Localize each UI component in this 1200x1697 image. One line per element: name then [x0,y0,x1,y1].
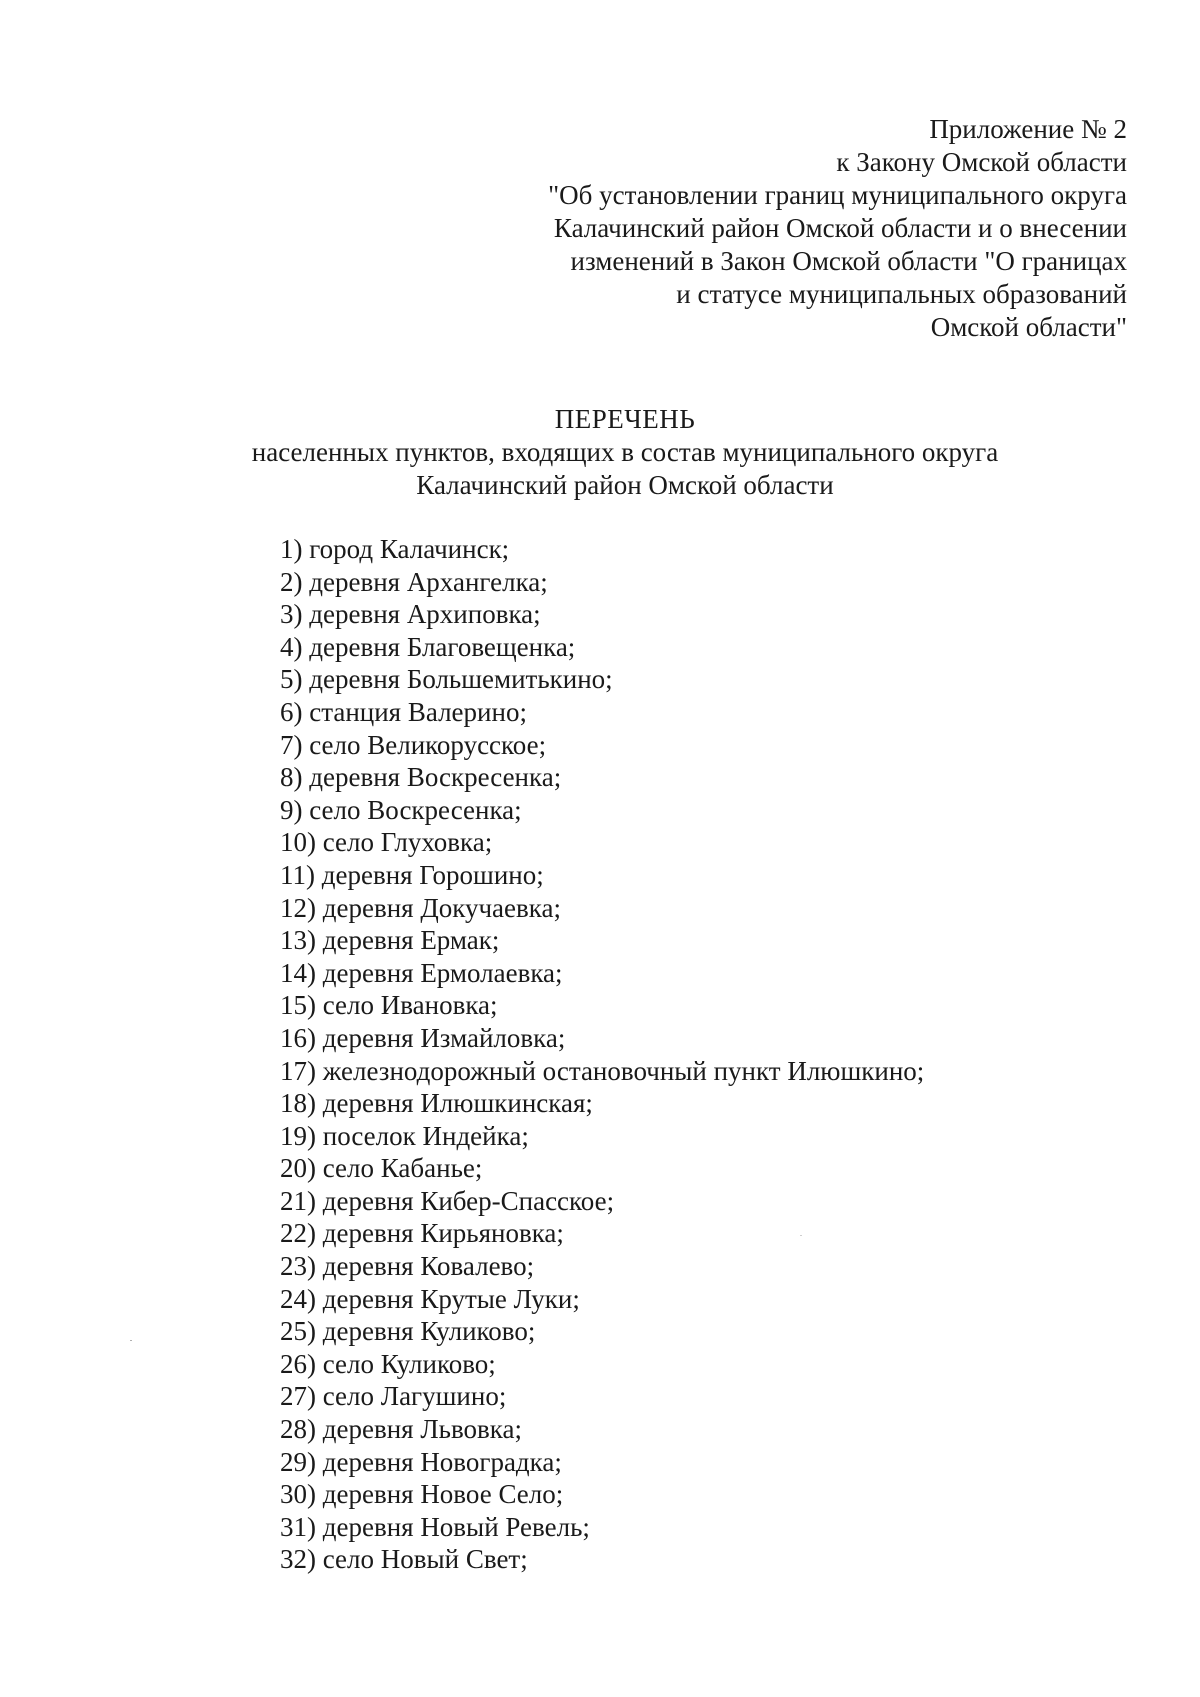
appendix-law-title-line-3: изменений в Закон Омской области "О границах [570,246,1127,276]
list-item: 7) село Великорусское; [280,729,547,760]
appendix-law-ref: к Закону Омской области [836,147,1127,177]
list-item: 2) деревня Архангелка; [280,566,548,597]
list-item: 27) село Лагушино; [280,1381,507,1412]
list-item: 6) станция Валерино; [280,696,527,727]
list-item: 30) деревня Новое Село; [280,1479,564,1510]
list-item: 22) деревня Кирьяновка; [280,1218,564,1249]
title-block [0,403,1200,502]
list-item: 29) деревня Новоградка; [280,1446,562,1477]
list-item: 23) деревня Ковалево; [280,1251,535,1282]
scan-speck [800,1235,802,1236]
list-item: 14) деревня Ермолаевка; [280,957,563,988]
list-item: 13) деревня Ермак; [280,925,500,956]
list-item: 28) деревня Львовка; [280,1414,522,1445]
list-item: 32) село Новый Свет; [280,1544,528,1575]
list-item: 26) село Куликово; [280,1348,496,1379]
list-item: 12) деревня Докучаевка; [280,892,561,923]
appendix-law-title-line-5: Омской области" [930,312,1127,342]
list-item: 9) село Воскресенка; [280,794,522,825]
appendix-law-title-line-1: "Об установлении границ муниципального округа [548,180,1127,210]
list-item: 24) деревня Крутые Луки; [280,1283,580,1314]
list-item: 25) деревня Куликово; [280,1316,536,1347]
list-item: 17) железнодорожный остановочный пункт Илюшкино; [280,1055,925,1086]
list-item: 15) село Ивановка; [280,990,498,1021]
list-item: 4) деревня Благовещенка; [280,631,576,662]
document-subtitle-line-2: Калачинский район Омской области [416,470,834,500]
appendix-law-title-line-2: Калачинский район Омской области и о внесении [553,213,1127,243]
list-item: 11) деревня Горошино; [280,859,544,890]
list-item: 20) село Кабанье; [280,1153,483,1184]
appendix-header [407,113,1127,344]
list-item: 19) поселок Индейка; [280,1120,529,1151]
document-title: ПЕРЕЧЕНЬ [554,404,696,434]
appendix-number: Приложение № 2 [929,114,1127,144]
list-item: 5) деревня Большемитькино; [280,664,613,695]
list-item: 31) деревня Новый Ревель; [280,1511,590,1542]
list-item: 1) город Калачинск; [280,534,510,564]
document-subtitle-line-1: населенных пунктов, входящих в состав муниципального округа [251,437,999,467]
list-item: 16) деревня Измайловка; [280,1022,566,1053]
list-item: 3) деревня Архиповка; [280,599,541,630]
settlement-list [280,533,924,1576]
list-item: 8) деревня Воскресенка; [280,762,562,793]
scan-speck [130,1340,132,1341]
list-item: 10) село Глуховка; [280,827,493,858]
appendix-law-title-line-4: и статусе муниципальных образований [676,279,1127,309]
list-item: 18) деревня Илюшкинская; [280,1088,593,1119]
list-item: 21) деревня Кибер-Спасское; [280,1185,615,1216]
